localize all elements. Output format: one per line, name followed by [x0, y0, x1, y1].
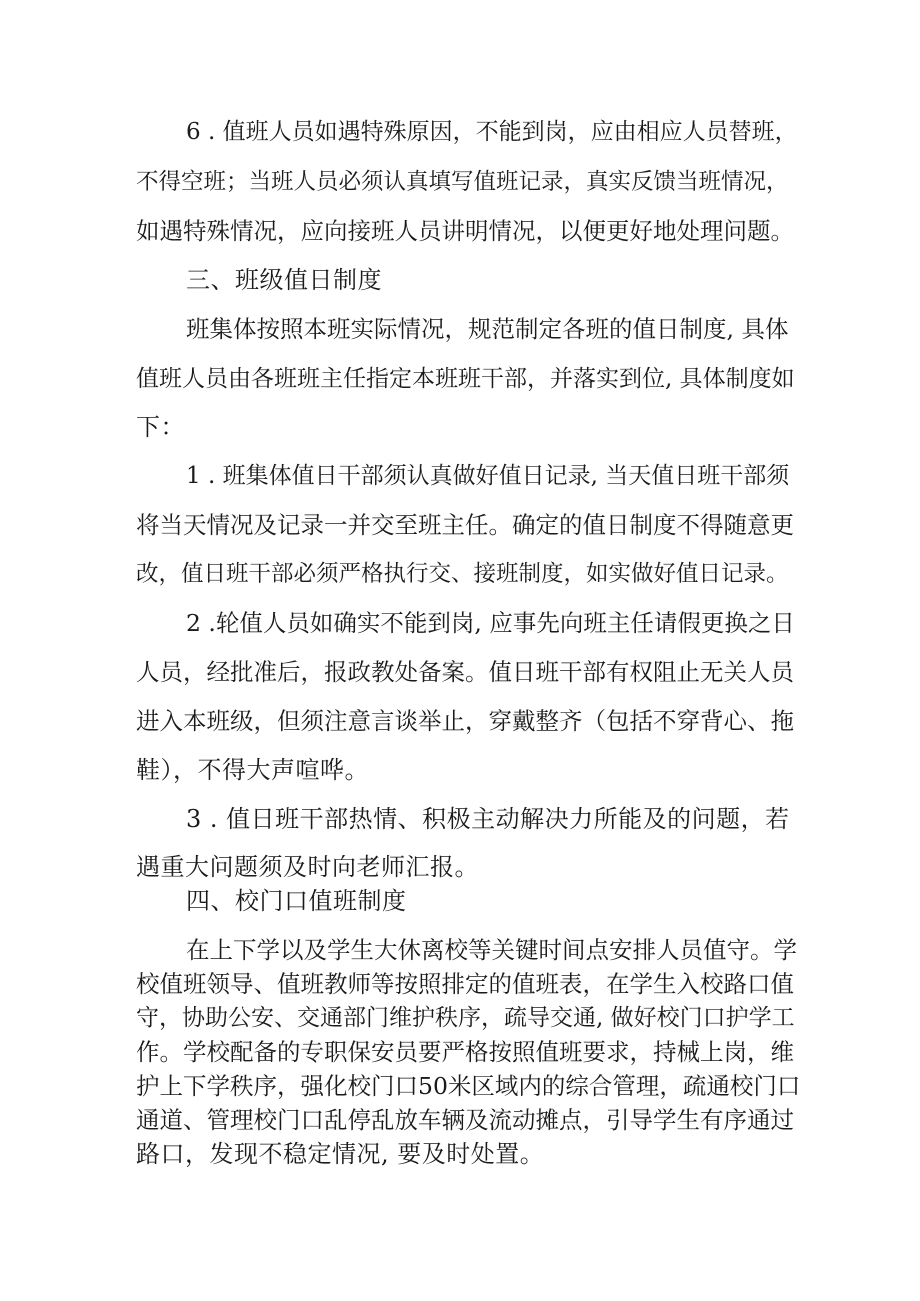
section-heading: 四、校门口值班制度: [186, 887, 407, 915]
paragraph-line: 值班人员由各班班主任指定本班班干部，并落实到位, 具体制度如: [136, 366, 795, 392]
paragraph-line: 6 . 值班人员如遇特殊原因，不能到岗，应由相应人员替班，: [186, 119, 798, 145]
paragraph-line: 在上下学以及学生大休离校等关键时间点安排人员值守。学: [186, 936, 797, 964]
paragraph-line: 路口，发现不稳定情况, 要及时处置。: [136, 1140, 545, 1168]
list-item-line: 遇重大问题须及时向老师汇报。: [136, 853, 479, 881]
list-item-line: 1 . 班集体值日干部须认真做好值日记录, 当天值日班干部须: [186, 463, 790, 489]
list-item-line: 将当天情况及记录一并交至班主任。确定的值日制度不得随意更: [136, 511, 794, 539]
paragraph-line: 班集体按照本班实际情况，规范制定各班的值日制度, 具体: [186, 315, 789, 343]
list-item-line: 改，值日班干部必须严格执行交、接班制度，如实做好值日记录。: [136, 561, 789, 587]
list-item-line: 人员，经批准后，报政教处备案。值日班干部有权阻止无关人员: [136, 658, 794, 686]
section-heading: 三、班级值日制度: [186, 266, 382, 294]
paragraph-line: 守，协助公安、交通部门维护秩序，疏导交通, 做好校门口护学工: [136, 1005, 795, 1031]
paragraph-line: 如遇特殊情况，应向接班人员讲明情况，以便更好地处理问题。: [136, 217, 794, 245]
list-item-line: 3 . 值日班干部热情、积极主动解决力所能及的问题，若: [186, 805, 790, 833]
paragraph-line: 通道、管理校门口乱停乱放车辆及流动摊点，引导学生有序通过: [136, 1106, 794, 1134]
list-item-line: 2 .轮值人员如确实不能到岗, 应事先向班主任请假更换之日: [186, 609, 795, 637]
paragraph-line: 作。学校配备的专职保安员要严格按照值班要求，持械上岗，维: [136, 1038, 794, 1066]
paragraph-line: 校值班领导、值班教师等按照排定的值班表，在学生入校路口值: [136, 970, 794, 998]
paragraph-line: 护上下学秩序，强化校门口50米区域内的综合管理，疏通校门口: [136, 1072, 801, 1100]
paragraph-line: 下：: [136, 413, 185, 441]
list-item-line: 鞋），不得大声喧哗。: [136, 756, 369, 784]
paragraph-line: 不得空班；当班人员必须认真填写值班记录，真实反馈当班情况，: [136, 169, 789, 195]
list-item-line: 进入本班级，但须注意言谈举止，穿戴整齐（包括不穿背心、拖: [136, 707, 794, 735]
